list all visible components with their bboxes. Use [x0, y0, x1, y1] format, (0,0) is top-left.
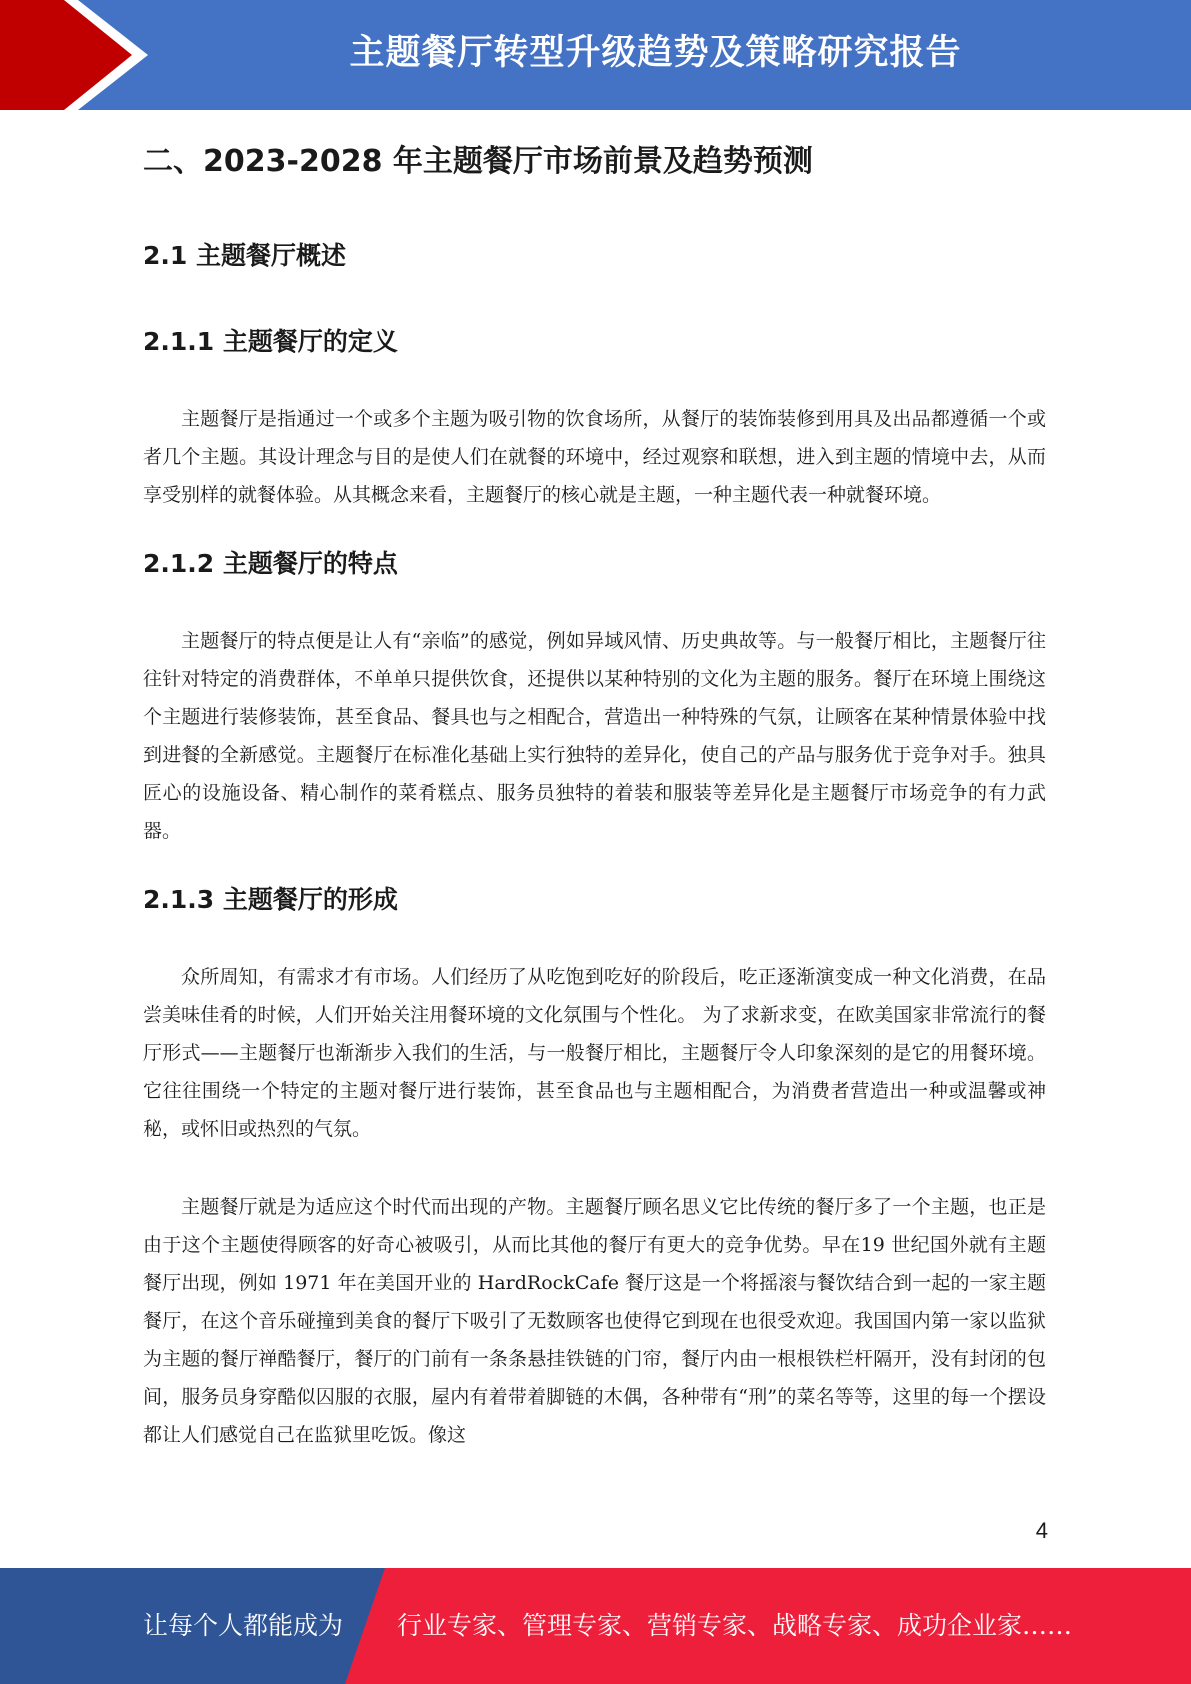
section-heading-2-1-1: 2.1.1 主题餐厅的定义: [143, 327, 398, 356]
paragraph-formation-2: 主题餐厅就是为适应这个时代而出现的产物。主题餐厅顾名思义它比传统的餐厅多了一个主题，也正是由于这个主题使得顾客的好奇心被吸引，从而比其他的餐厅有更大的竞争优势。早在19 世纪国外就有主题餐厅出现，例如 1971 年在美国开业的 HardRockCafe 餐厅这是一个将摇滚与餐饮结合到一起的一家主题餐厅，在这个音乐碰撞到美食的餐厅下吸引了无数顾客也使得它到现在也很受欢迎。我国国内第一家以监狱为主题的餐厅禅酷餐厅，餐厅的门前有一条条悬挂铁链的门帘，餐厅内由一根根铁栏杆隔开，没有封闭的包间，服务员身穿酷似囚服的衣服，屋内有着带着脚链的木偶，各种带有“刑”的菜名等等，这里的每一个摆设都让人们感觉自己在监狱里吃饭。像这: [143, 1196, 1046, 1446]
section-heading-2-1-3: 2.1.3 主题餐厅的形成: [143, 885, 398, 914]
paragraph-definition: 主题餐厅是指通过一个或多个主题为吸引物的饮食场所，从餐厅的装饰装修到用具及出品都遵循一个或者几个主题。其设计理念与目的是使人们在就餐的环境中，经过观察和联想，进入到主题的情境中去，从而享受别样的就餐体验。从其概念来看，主题餐厅的核心就是主题，一种主题代表一种就餐环境。: [143, 408, 1046, 506]
chapter-title: 二、2023-2028 年主题餐厅市场前景及趋势预测: [143, 144, 813, 179]
page-content: [143, 128, 1046, 1454]
report-header-band: [0, 0, 1191, 110]
paragraph-features: 主题餐厅的特点便是让人有“亲临”的感觉，例如异域风情、历史典故等。与一般餐厅相比，主题餐厅往往针对特定的消费群体，不单单只提供饮食，还提供以某种特别的文化为主题的服务。餐厅在环境上围绕这个主题进行装修装饰，甚至食品、餐具也与之相配合，营造出一种特殊的气氛，让顾客在某种情景体验中找到进餐的全新感觉。主题餐厅在标准化基础上实行独特的差异化，使自己的产品与服务优于竞争对手。独具匠心的设施设备、精心制作的菜肴糕点、服务员独特的着装和服装等差异化是主题餐厅市场竞争的有力武器。: [143, 630, 1046, 842]
footer-band: [0, 1568, 1191, 1684]
page-number: 4: [1035, 1518, 1048, 1543]
paragraph-formation-1: 众所周知，有需求才有市场。人们经历了从吃饱到吃好的阶段后，吃正逐渐演变成一种文化消费，在品尝美味佳肴的时候，人们开始关注用餐环境的文化氛围与个性化。 为了求新求变，在欧美国家非常流行的餐厅形式——主题餐厅也渐渐步入我们的生活，与一般餐厅相比，主题餐厅令人印象深刻的是它的用餐环境。它往往围绕一个特定的主题对餐厅进行装饰，甚至食品也与主题相配合，为消费者营造出一种或温馨或神秘，或怀旧或热烈的气氛。: [143, 966, 1046, 1140]
footer-slogan-left: 让每个人都能成为: [143, 1611, 344, 1640]
report-title: 主题餐厅转型升级趋势及策略研究报告: [349, 33, 962, 73]
section-heading-2-1: 2.1 主题餐厅概述: [143, 241, 346, 270]
red-chevron-decoration: [0, 0, 160, 110]
footer-slogan-right: 行业专家、管理专家、营销专家、战略专家、成功企业家……: [397, 1611, 1073, 1640]
section-heading-2-1-2: 2.1.2 主题餐厅的特点: [143, 549, 398, 578]
